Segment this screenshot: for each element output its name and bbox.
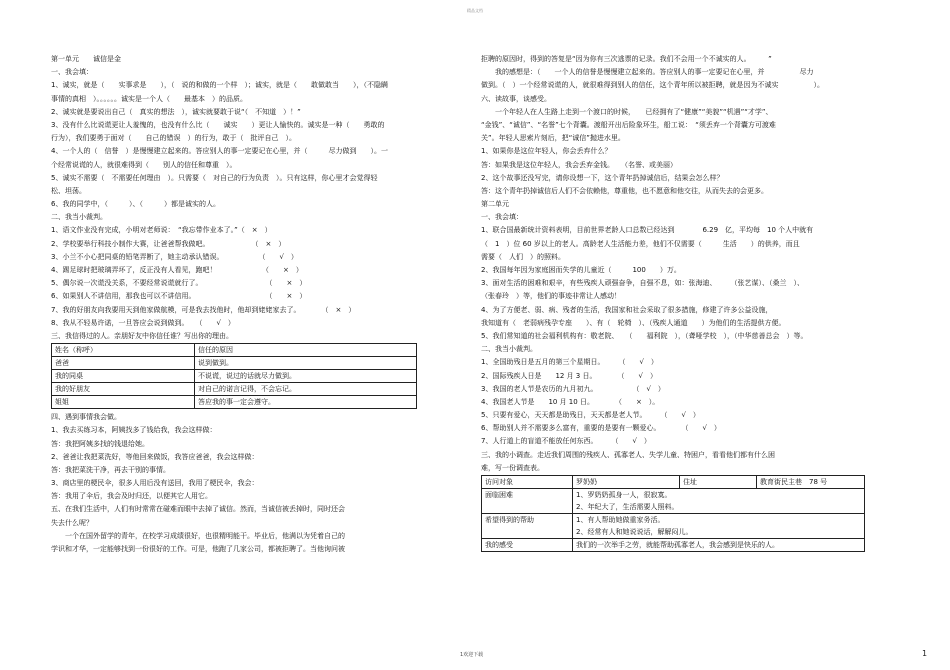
survey-row-difficulty [482,489,865,514]
right-text-line: 拒聘的原因时，得到的答复是“因为你有三次逃票的记录。我们不会用一个不诚实的人。 ” [481,55,772,63]
right-text-line: 答：如果我是这位年轻人，我会丢弃金钱。 （名誉、或美丽） [481,160,677,169]
trust-reason-cell: 不说谎，说过的话就尽力做到。 [195,370,417,383]
left-text-line: 6、如果别人不讲信用，那我也可以不讲信用。 （ × ） [51,292,307,301]
trust-table-header-cell: 姓名（称呼） [52,344,195,357]
right-text-line: 3、我国的老人节是农历的九月初九。 （ √ ） [481,384,665,393]
right-text-line: （ 1 ）位 60 岁以上的老人。高龄老人生活能力差，他们不仅需要（ 生活 ）的供养，而且 [481,239,800,248]
left-text-line: 3、商店里的梗民伞，很多人用后没有送回，我用了梗民伞，我会： [51,479,259,488]
left-text-line: 五、在我们生活中，人们有时常常在碰难而眼中去掉了诚信。然而，当诚信被丢掉时，同时还会 [51,505,345,514]
right-text-line: 3、面对生活的困难和艰辛，有些残疾人顽强奋争，自强不息，如：张海迪、 （张艺谋）、（桑兰 ）、 [481,279,804,288]
right-text-line: 一个年轻人在人生路上走到一个渡口的时候， 已经拥有了“健康”“美貌”“机遇”“才学”、 [495,107,773,116]
left-text-block-2 [51,411,471,556]
survey-row-help [482,514,865,539]
right-text-line: 6、帮助别人并不需要多么富有，重要的是要有一颗爱心。 （ √ ） [481,424,721,433]
right-text-line: 六、读故事，谈感受。 [481,94,551,103]
page-footer: 1欢迎下载 [460,652,484,658]
survey-row-feeling [482,539,865,552]
right-text-line: 2、这个故事还没写完，请你设想一下，这个青年扔掉诚信后，结果会怎么样？ [481,173,724,182]
survey-row-visit [482,476,865,489]
left-text-line: 4、踢足球时把玻璃弄坏了，反正没有人看见，跑吧！ （ × ） [51,266,303,274]
survey-table [481,475,865,552]
left-text-line: 答：我把阿姨多找的钱退给她。 [51,439,149,448]
right-column [481,53,899,554]
left-text-line: 1、诚实，就是（ 实事求是 ），（ 说的和做的一个样 ）；诚实，就是（ 敢做敢当 ），（不隐瞒 [51,81,388,90]
left-text-line: 个经常说谎的人，就很难得到（ 别人的信任和尊重 ）。 [51,160,237,169]
trust-table-row [52,383,417,396]
trust-person-cell: 我的同桌 [52,370,195,383]
left-text-line: 2、爸爸让我把菜洗好，等他回来做饭，我答应爸爸，我会这样做： [51,452,259,461]
left-text-line: 3、没有什么比说谎更让人羞愧的，也没有什么比（ 诚实 ）更让人愉快的。诚实是一种（ 勇敢的 [51,120,385,129]
trust-table-row [52,370,417,383]
left-text-line: 行为），我们要勇于面对（ 自己的错误 ）的行为，敢于（ 批评自己 ）。 [51,134,296,143]
address-value: 教育街民主巷 78 号 [757,476,865,489]
trust-table-row [52,396,417,409]
left-text-block [51,53,471,343]
left-text-line: 第一单元 诚信是金 [51,55,121,63]
left-text-line: 2、诚实就是要说出自己（ 真实的想法 ），诚实就要敢于说“（ 不知道 ）！” [51,107,301,116]
trust-table-header [52,344,417,357]
right-text-line: 需要（ 人们 ）的照料。 [481,252,565,261]
right-text-line: 4、为了方便老、弱、病、残者的生活，我国家和社会采取了很多措施，修建了许多公益设施， [481,305,773,314]
left-text-line: 松、坦荡。 [51,186,86,195]
left-text-line: 答：我把菜洗干净，再去干别的事情。 [51,465,170,474]
right-text-line: 1、联合国最新统计资料表明，目前世界老龄人口总数已经达到 6.29 亿，平均每 10 个人中就有 [481,226,814,235]
feeling-label: 我的感受 [482,539,573,552]
right-text-line: “金钱”、“诚信”、“名誉”七个背囊。渡船开出后险象环生，船工说： “须丢弃一个背囊方可渡难 [481,120,776,129]
difficulty-line-2: 2、年纪大了，生活需要人照料。 [576,503,679,511]
right-text-line: 5、只要有爱心，天天都是助残日，天天都是老人节。 （ √ ） [481,411,700,420]
right-text-line: 关”。年轻人思索片刻后，把“诚信”抛进水里。 [481,134,625,143]
trust-table-row [52,357,417,370]
right-text-line: 5、我们常知道的社会福利机构有：敬老院、 （ 福利院 ），（聋哑学校 ），（中华慈善总会 ）等。 [481,331,808,340]
left-text-line: 7、我的好朋友向我要用天到他家做航模，可是我去找他时，他却到姥姥家去了。 （ × ） [51,305,356,314]
trust-table [51,343,417,409]
left-text-line: 4、一个人的（ 信誉 ）是慢慢建立起来的。答应别人的事一定要记在心里，并（ 尽力做到 ）。一 [51,147,388,156]
page-number: 1 [922,649,928,658]
left-text-line: 失去什么呢？ [51,518,93,527]
right-text-line: 2、国际残疾人日是 12 月 3 日。 （ √ ） [481,371,657,380]
left-column [51,53,471,556]
left-text-line: 1、语文作业没有完成，小明对老师说： “我忘带作业本了。”（ × ） [51,226,272,235]
address-label: 住址 [680,476,757,489]
left-text-line: 5、诚实不需要（ 不需要任何理由 ）。只需要（ 对自己的行为负责 ）。只有这样，你心里才会觉得轻 [51,173,378,182]
right-text-line: 7、人行道上的盲道不能放任何东西。 （ √ ） [481,437,651,446]
trust-person-cell: 姐姐 [52,396,195,409]
difficulty-label: 面临困难 [482,489,573,514]
help-label: 希望得到的帮助 [482,514,573,539]
feeling-value: 我们的一次举手之劳，就能帮助孤寡老人，我会感到是快乐的人。 [573,539,865,552]
right-text-line: 第二单元 [481,200,509,209]
visit-name: 罗奶奶 [573,476,680,489]
help-line-1: 1、有人帮助她做重家务活。 [576,516,665,524]
difficulty-line-1: 1、罗奶奶孤身一人，很寂寞。 [576,491,672,499]
trust-person-cell: 我的好朋友 [52,383,195,396]
left-text-line: 事情的真相 ）。。。。。。诚实是一个人（ 最基本 ）的品质。 [51,94,247,103]
difficulty-cell [573,489,865,514]
right-text-line: 我知道有（ 老弱病残孕专座 ）、有（ 轮椅 ）、（残疾人通道 ）为他们的生活提供方便。 [481,318,786,327]
right-text-line: 1、全国助残日是五月的第三个星期日。 （ √ ） [481,358,658,367]
trust-person-cell: 爸爸 [52,357,195,370]
left-text-line: 学识和才华，一定能够找到一份很好的工作。可是，他跑了几家公司，都被拒聘了。当他询问被 [51,545,345,553]
trust-reason-cell: 答应我的事一定会遵守。 [195,396,417,409]
left-text-line: 1、我去买练习本，阿姨找多了钱给我，我会这样做： [51,426,217,435]
right-text-line: （张春玲 ）等，他们的事迹非常让人感动！ [481,292,621,301]
right-text-line: 我的感想是：（ 一个人的信誉是慢慢建立起来的。答应别人的事一定要记在心里，并 尽力 [495,68,814,77]
right-text-line: 做到。（ ）一个经常说谎的人，就很难得到别人的信任，这个青年所以被拒聘，就是因为不诚实 ）。 [481,81,824,90]
left-text-line: 四、遇到事情我会做。 [51,413,121,422]
left-text-line: 2、学校要举行科技小制作大赛，让爸爸帮我做吧。 （ × ） [51,239,286,248]
left-text-line: 二、我当小裁判。 [51,213,107,222]
help-cell [573,514,865,539]
trust-reason-cell: 说到做到。 [195,357,417,370]
left-text-line: 5、偶尔说一次谎没关系，不要经常说谎就行了。 （ × ） [51,279,307,288]
left-text-line: 三、我信得过的人。亲朋好友中你信任谁？写出你的理由。 [51,331,233,340]
left-text-line: 答：我用了伞后，我会及时归还，以便其它人用它。 [51,492,212,501]
left-text-line: 3、小兰不小心把同桌的铅笔弄断了，她主动承认错误。 （ √ ） [51,252,298,261]
right-text-line: 2、我国每年因为家庭困而失学的儿童近（ 100 ）万。 [481,266,681,274]
right-text-line: 答：这个青年扔掉诚信后人们不会依赖他，尊重他，也不愿意和他交往，从而失去的会更多。 [481,186,768,195]
trust-table-header-cell: 信任的原因 [195,344,417,357]
right-text-line: 难，写一份调查表。 [481,463,544,472]
trust-reason-cell: 对自己的诺言记得，不会忘记。 [195,383,417,396]
page-header: 精品文档 [467,8,483,13]
right-text-block [481,53,899,475]
left-text-line: 8、我从不轻易许诺，一旦答应会说到做到。 （ √ ） [51,318,235,327]
visit-label: 访问对象 [482,476,573,489]
right-text-line: 一、我会填： [481,213,523,222]
right-text-line: 三、我的小调查。走近我们周围的残疾人、孤寡老人、失学儿童、特困户，看看他们都有什么困 [481,450,775,459]
right-text-line: 1、如果你是这位年轻人，你会丢弃什么？ [481,147,612,156]
right-text-line: 4、我国老人节是 10 月 10 日。 （ × ）。 [481,397,660,406]
left-text-line: 一、我会填： [51,68,93,77]
left-text-line: 6、我的同学中，（ ）、（ ）都是诚实的人。 [51,200,220,209]
left-text-line: 一个在国外留学的青年，在校学习成绩很好，也很精明能干。毕业后，他满以为凭着自己的 [65,531,345,540]
help-line-2: 2、经常有人和她说说话，解解闷儿。 [576,528,693,536]
right-text-line: 二、我当小裁判。 [481,345,537,354]
